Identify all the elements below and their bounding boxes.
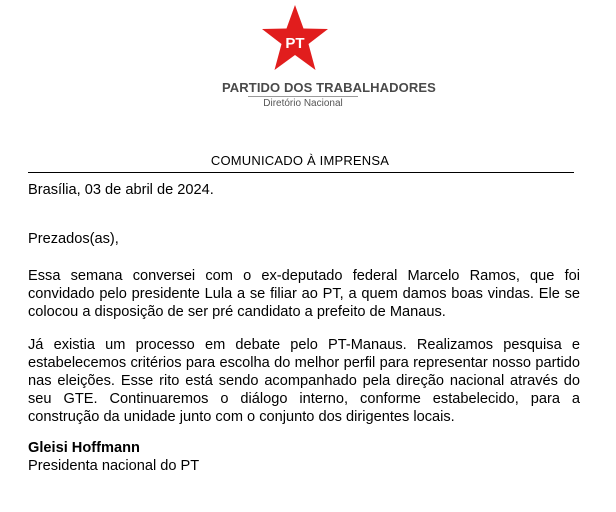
org-name: PARTIDO DOS TRABALHADORES — [222, 80, 436, 95]
star-icon — [260, 4, 330, 72]
signature-name: Gleisi Hoffmann — [28, 440, 140, 456]
document-heading: COMUNICADO À IMPRENSA — [210, 153, 390, 168]
star-label: PT — [285, 35, 305, 52]
signature-role: Presidenta nacional do PT — [28, 458, 200, 474]
org-divider — [248, 96, 358, 97]
greeting: Prezados(as), — [28, 231, 119, 247]
paragraph: Essa semana conversei com o ex-deputado federal Marcelo Ramos, que foi convidado pelo presidente Lula a se filiar ao PT, a quem damos boas vindas. Ele se colocou a disposição de ser pré candidato a prefeito de Manaus. — [28, 268, 580, 320]
heading-rule — [28, 172, 574, 173]
paragraph: Já existia um processo em debate pelo PT-Manaus. Realizamos pesquisa e estabelecemos critérios para escolha do melhor perfil para representar nosso partido nas eleições. Esse rito está sendo acompanhado pela direção nacional através do seu GTE. Continuaremos o diálogo interno, conforme estabelecido, para a construção da unidade junto com o conjunto dos dirigentes locais. — [28, 337, 580, 425]
party-logo — [0, 0, 616, 112]
date-line: Brasília, 03 de abril de 2024. — [28, 182, 214, 198]
org-subtitle: Diretório Nacional — [263, 98, 343, 109]
